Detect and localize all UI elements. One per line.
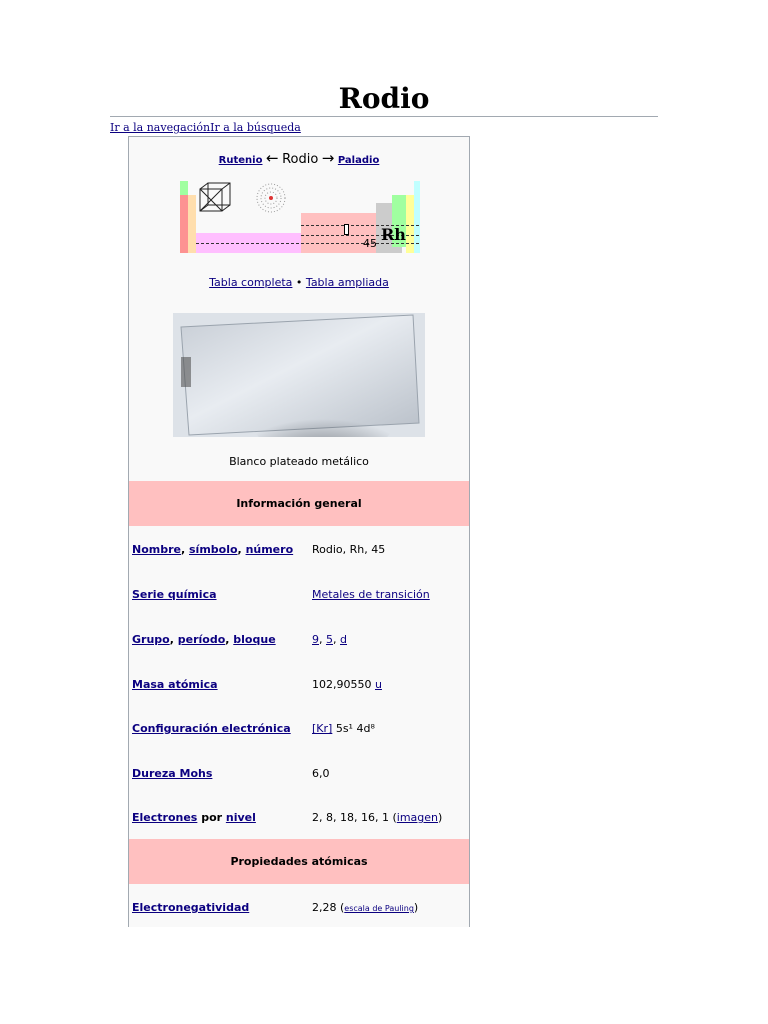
separator: , [319, 633, 326, 646]
extended-table-link[interactable]: Tabla ampliada [305, 276, 389, 289]
dureza-value: 6,0 [312, 767, 330, 780]
full-table-link[interactable]: Tabla completa [209, 276, 293, 289]
serie-quimica-link[interactable]: Serie química [132, 588, 217, 601]
row-label [132, 706, 291, 751]
dureza-mohs-link[interactable]: Dureza Mohs [132, 767, 213, 780]
kr-link[interactable]: [Kr] [312, 722, 333, 735]
rhodium-cell-marker [344, 224, 349, 235]
halogen-block [406, 195, 414, 253]
block-d-link[interactable]: d [340, 633, 347, 646]
numero-link[interactable]: número [245, 543, 294, 556]
page-title: Rodio [338, 82, 430, 115]
row-label [132, 751, 212, 796]
pauling-scale-link[interactable]: escala de Pauling [344, 904, 414, 913]
rhodium-metal-image [173, 313, 425, 437]
masa-atomica-link[interactable]: Masa atómica [132, 678, 218, 691]
unit-u-link[interactable]: u [374, 678, 382, 691]
row-value [312, 572, 430, 617]
row-nombre [129, 527, 469, 572]
separator: , [225, 633, 234, 646]
atomic-number-label: 45 [363, 237, 377, 250]
section-header-atomic: Propiedades atómicas [129, 839, 469, 884]
left-arrow-icon: ← [265, 149, 279, 167]
table-links [129, 276, 469, 289]
electrones-value: 2, 8, 18, 16, 1 ( [312, 811, 397, 824]
alkaline-earth-block [188, 195, 196, 253]
nombre-value: Rodio, Rh, 45 [312, 543, 386, 556]
row-label [132, 662, 218, 707]
row-value [312, 662, 382, 707]
section-header-general: Información general [129, 481, 469, 526]
row-value [312, 885, 418, 931]
nivel-link[interactable]: nivel [225, 811, 256, 824]
electronegatividad-link[interactable]: Electronegatividad [132, 901, 250, 914]
alkali-block [180, 195, 188, 253]
simbolo-link[interactable]: símbolo [189, 543, 238, 556]
current-element-name: Rodio [282, 152, 319, 167]
row-masa [129, 662, 469, 707]
row-label [132, 795, 256, 840]
metales-transicion-link[interactable]: Metales de transición [312, 588, 430, 601]
skip-links [110, 121, 301, 134]
bloque-link[interactable]: bloque [233, 633, 276, 646]
grupo-link[interactable]: Grupo [132, 633, 170, 646]
row-config [129, 706, 469, 751]
crystal-structure-icon [196, 181, 234, 215]
prev-element-link[interactable]: Rutenio [218, 155, 263, 166]
element-navigation [129, 149, 469, 167]
row-label [132, 527, 293, 572]
row-electrones [129, 795, 469, 840]
electroneg-value: 2,28 ( [312, 901, 345, 914]
masa-value: 102,90550 [312, 678, 375, 691]
row-value [312, 706, 375, 751]
configuracion-link[interactable]: Configuración electrónica [132, 722, 291, 735]
row-dureza [129, 751, 469, 796]
group-9-link[interactable]: 9 [312, 633, 319, 646]
label-text: por [197, 811, 226, 824]
next-element-link[interactable]: Paladio [337, 155, 380, 166]
row-label [132, 572, 217, 617]
imagen-link[interactable]: imagen [396, 811, 438, 824]
paren: ) [413, 901, 419, 914]
row-electronegatividad [129, 885, 469, 930]
group1-top-cell [180, 181, 188, 195]
image-caption: Blanco plateado metálico [229, 455, 369, 468]
row-grupo [129, 617, 469, 662]
electron-shell-icon [254, 181, 288, 215]
link-separator: • [295, 276, 303, 289]
element-infobox [128, 136, 470, 927]
right-arrow-icon: → [321, 149, 335, 167]
config-value: 5s¹ 4d⁸ [332, 722, 375, 735]
periodic-table-thumbnail[interactable] [174, 177, 424, 257]
electrones-link[interactable]: Electrones [132, 811, 198, 824]
nombre-link[interactable]: Nombre [132, 543, 181, 556]
row-label [132, 617, 276, 662]
separator: , [333, 633, 340, 646]
skip-to-navigation-link[interactable]: Ir a la navegación [110, 121, 211, 134]
period-5-link[interactable]: 5 [326, 633, 333, 646]
title-divider [110, 116, 658, 117]
separator: , [169, 633, 178, 646]
separator: , [237, 543, 246, 556]
row-value [312, 617, 347, 662]
row-label [132, 885, 249, 930]
skip-to-search-link[interactable]: Ir a la búsqueda [210, 121, 301, 134]
row-serie [129, 572, 469, 617]
element-symbol: Rh [381, 225, 406, 244]
paren: ) [438, 811, 443, 824]
separator: , [180, 543, 189, 556]
periodo-link[interactable]: período [177, 633, 226, 646]
row-value [312, 795, 442, 840]
rhodium-sample-photo[interactable] [173, 313, 425, 437]
